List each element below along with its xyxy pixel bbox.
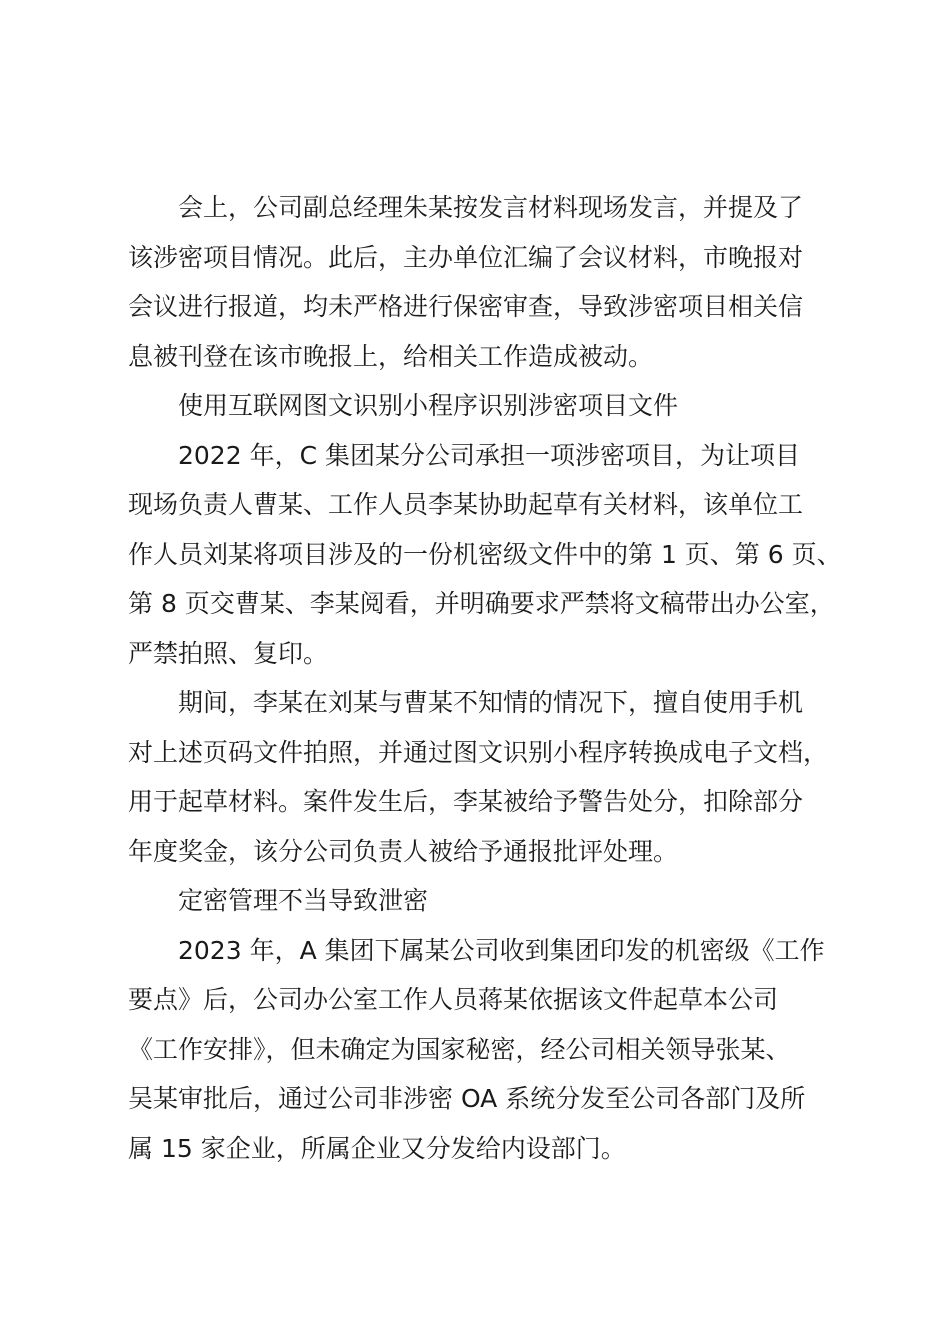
text-line: 会上，公司副总经理朱某按发言材料现场发言，并提及了 (178, 193, 804, 222)
text-line: 年度奖金，该分公司负责人被给予通报批评处理。 (128, 836, 679, 866)
text-line: 会议进行报道，均未严格进行保密审查，导致涉密项目相关信 (128, 292, 804, 321)
text-line: 对上述页码文件拍照，并通过图文识别小程序转换成电子文档， (128, 737, 829, 767)
section-heading: 定密管理不当导致泄密 (178, 886, 429, 915)
text-line: 息被刊登在该市晚报上，给相关工作造成被动。 (128, 341, 654, 371)
text-line: 现场负责人曹某、工作人员李某协助起草有关材料，该单位工 (128, 490, 804, 519)
section-heading: 使用互联网图文识别小程序识别涉密项目文件 (178, 391, 679, 420)
text-line: 《工作安排》，但未确定为国家秘密，经公司相关领导张某、 (128, 1034, 791, 1064)
text-line: 严禁拍照、复印。 (128, 638, 329, 668)
document-body (128, 183, 848, 1173)
text-line: 吴某审批后，通过公司非涉密 OA 系统分发至公司各部门及所 (128, 1084, 806, 1113)
text-line: 2022 年，C 集团某分公司承担一项涉密项目，为让项目 (178, 440, 800, 470)
text-line: 第 8 页交曹某、李某阅看，并明确要求严禁将文稿带出办公室， (128, 589, 835, 618)
text-line: 该涉密项目情况。此后，主办单位汇编了会议材料，市晚报对 (128, 242, 804, 272)
text-line: 用于起草材料。案件发生后，李某被给予警告处分，扣除部分 (128, 787, 804, 816)
text-line: 期间，李某在刘某与曹某不知情的情况下，擅自使用手机 (178, 688, 804, 717)
text-line: 2023 年，A 集团下属某公司收到集团印发的机密级《工作 (178, 935, 825, 965)
text-line: 作人员刘某将项目涉及的一份机密级文件中的第 1 页、第 6 页、 (128, 539, 842, 569)
text-line: 属 15 家企业，所属企业又分发给内设部门。 (128, 1133, 626, 1163)
text-line: 要点》后，公司办公室工作人员蒋某依据该文件起草本公司 (128, 985, 779, 1014)
